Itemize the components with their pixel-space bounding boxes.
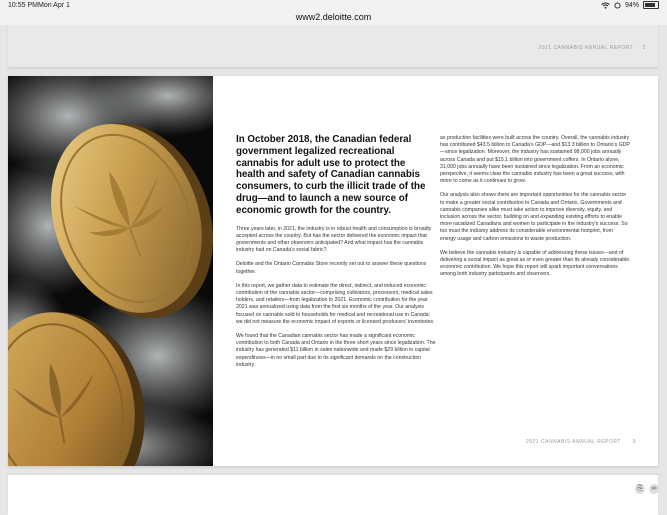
doc-tool-icon[interactable]: ⎘ [635,484,645,494]
status-date: Mon Apr 1 [38,2,70,9]
url-text[interactable]: www2.deloitte.com [295,12,372,22]
paragraph: In this report, we gather data to estimate the direct, indirect, and induced economic contribution of the cannabis sector—comprising cultivators, processors, medical sales holders, and retailers—from legalization to 2021. Economic contribution for the year 2021 was annualized using data from the first six months of the year. Our analysis focused on cannabis sold to households for medical and recreational use in Canada; we did not measure the economic impact of exports or licensed producers’ inventories. [236,282,435,325]
battery-percent: 94% [624,1,639,9]
next-page [8,475,658,515]
previous-page [8,25,658,68]
previous-page-footer [538,45,646,51]
address-bar[interactable] [0,11,667,25]
page-footer-title: 2021 CANNABIS ANNUAL REPORT [526,439,621,445]
headline: In October 2018, the Canadian federal government legalized recreational cannabis for adult use to protect the health and safety of Canadian cannabis consumers, to curb the illicit trade of the drug—and to launch a new source of economic growth for the country. [236,134,426,216]
previous-page-number: 2 [642,45,646,51]
document-viewport[interactable] [0,25,667,500]
paragraph: Three years later, in 2021, the industry is in robust health and consumption is broadly accepted across the country. But has the sector delivered the economic impact that governments and other observers anticipated? And what impact has the cannabis industry had on Canada’s social fabric? [236,225,432,254]
battery-icon [643,1,659,9]
paragraph: as production facilities were built across the country. Overall, the cannabis industry has contributed $43.5 billion to Canada’s GDP—and $13.3 billion to Ontario’s GDP—since legalization. Moreover, the industry has sustained 98,000 jobs annually across Canada and put $15.1 billion into government coffers. In Ontario alone, 31,000 jobs annually have been sustained since legalization. From an economic perspective, it seems clear the cannabis industry has been a great success, with more to come as it continues to grow. [440,135,630,185]
paragraph: Our analysis also shows there are important opportunities for the cannabis sector to make a greater social contribution to Canada and Ontario. Governments and cannabis companies alike must take action to improve diversity, equity, and inclusion across the sector, building on and expanding existing efforts to enable more racialized Canadians and women to participate in the industry’s success. So too must the industry address its considerable environmental footprint, from energy usage and carbon emissions to waste production. [440,192,628,242]
location-icon [614,2,621,9]
paragraph: We believe the cannabis industry is capable of addressing these issues—and of delivering a social impact as great as or even greater than its already considerable economic contribution. We hope this report will spark important conversations among both industry participants and observers. [440,249,630,278]
status-bar [0,0,667,11]
status-right-group [601,1,659,9]
text-column-right [440,135,630,286]
floating-tools [635,484,659,494]
page-footer [516,439,636,445]
page-number: 3 [632,439,636,445]
report-page [8,76,658,466]
binoculars-icon[interactable]: ∞ [649,484,659,494]
wifi-icon [601,2,610,9]
paragraph: We found that the Canadian cannabis sector has made a significant economic contribution to both Canada and Ontario in the three short years since legalization. The industry has generated $11 billion in sales nationwide and made $29 billion in capital expenditures—in no small part due to its significant demands on the construction industry [236,333,436,368]
previous-page-footer-title: 2021 CANNABIS ANNUAL REPORT [538,45,634,51]
text-column-left [236,134,436,376]
paragraph: Deloitte and the Ontario Cannabis Store recently set out to answer these questions together. [236,261,427,275]
status-time: 10:55 PM [8,2,38,9]
cannabis-coin-photo [8,76,213,466]
